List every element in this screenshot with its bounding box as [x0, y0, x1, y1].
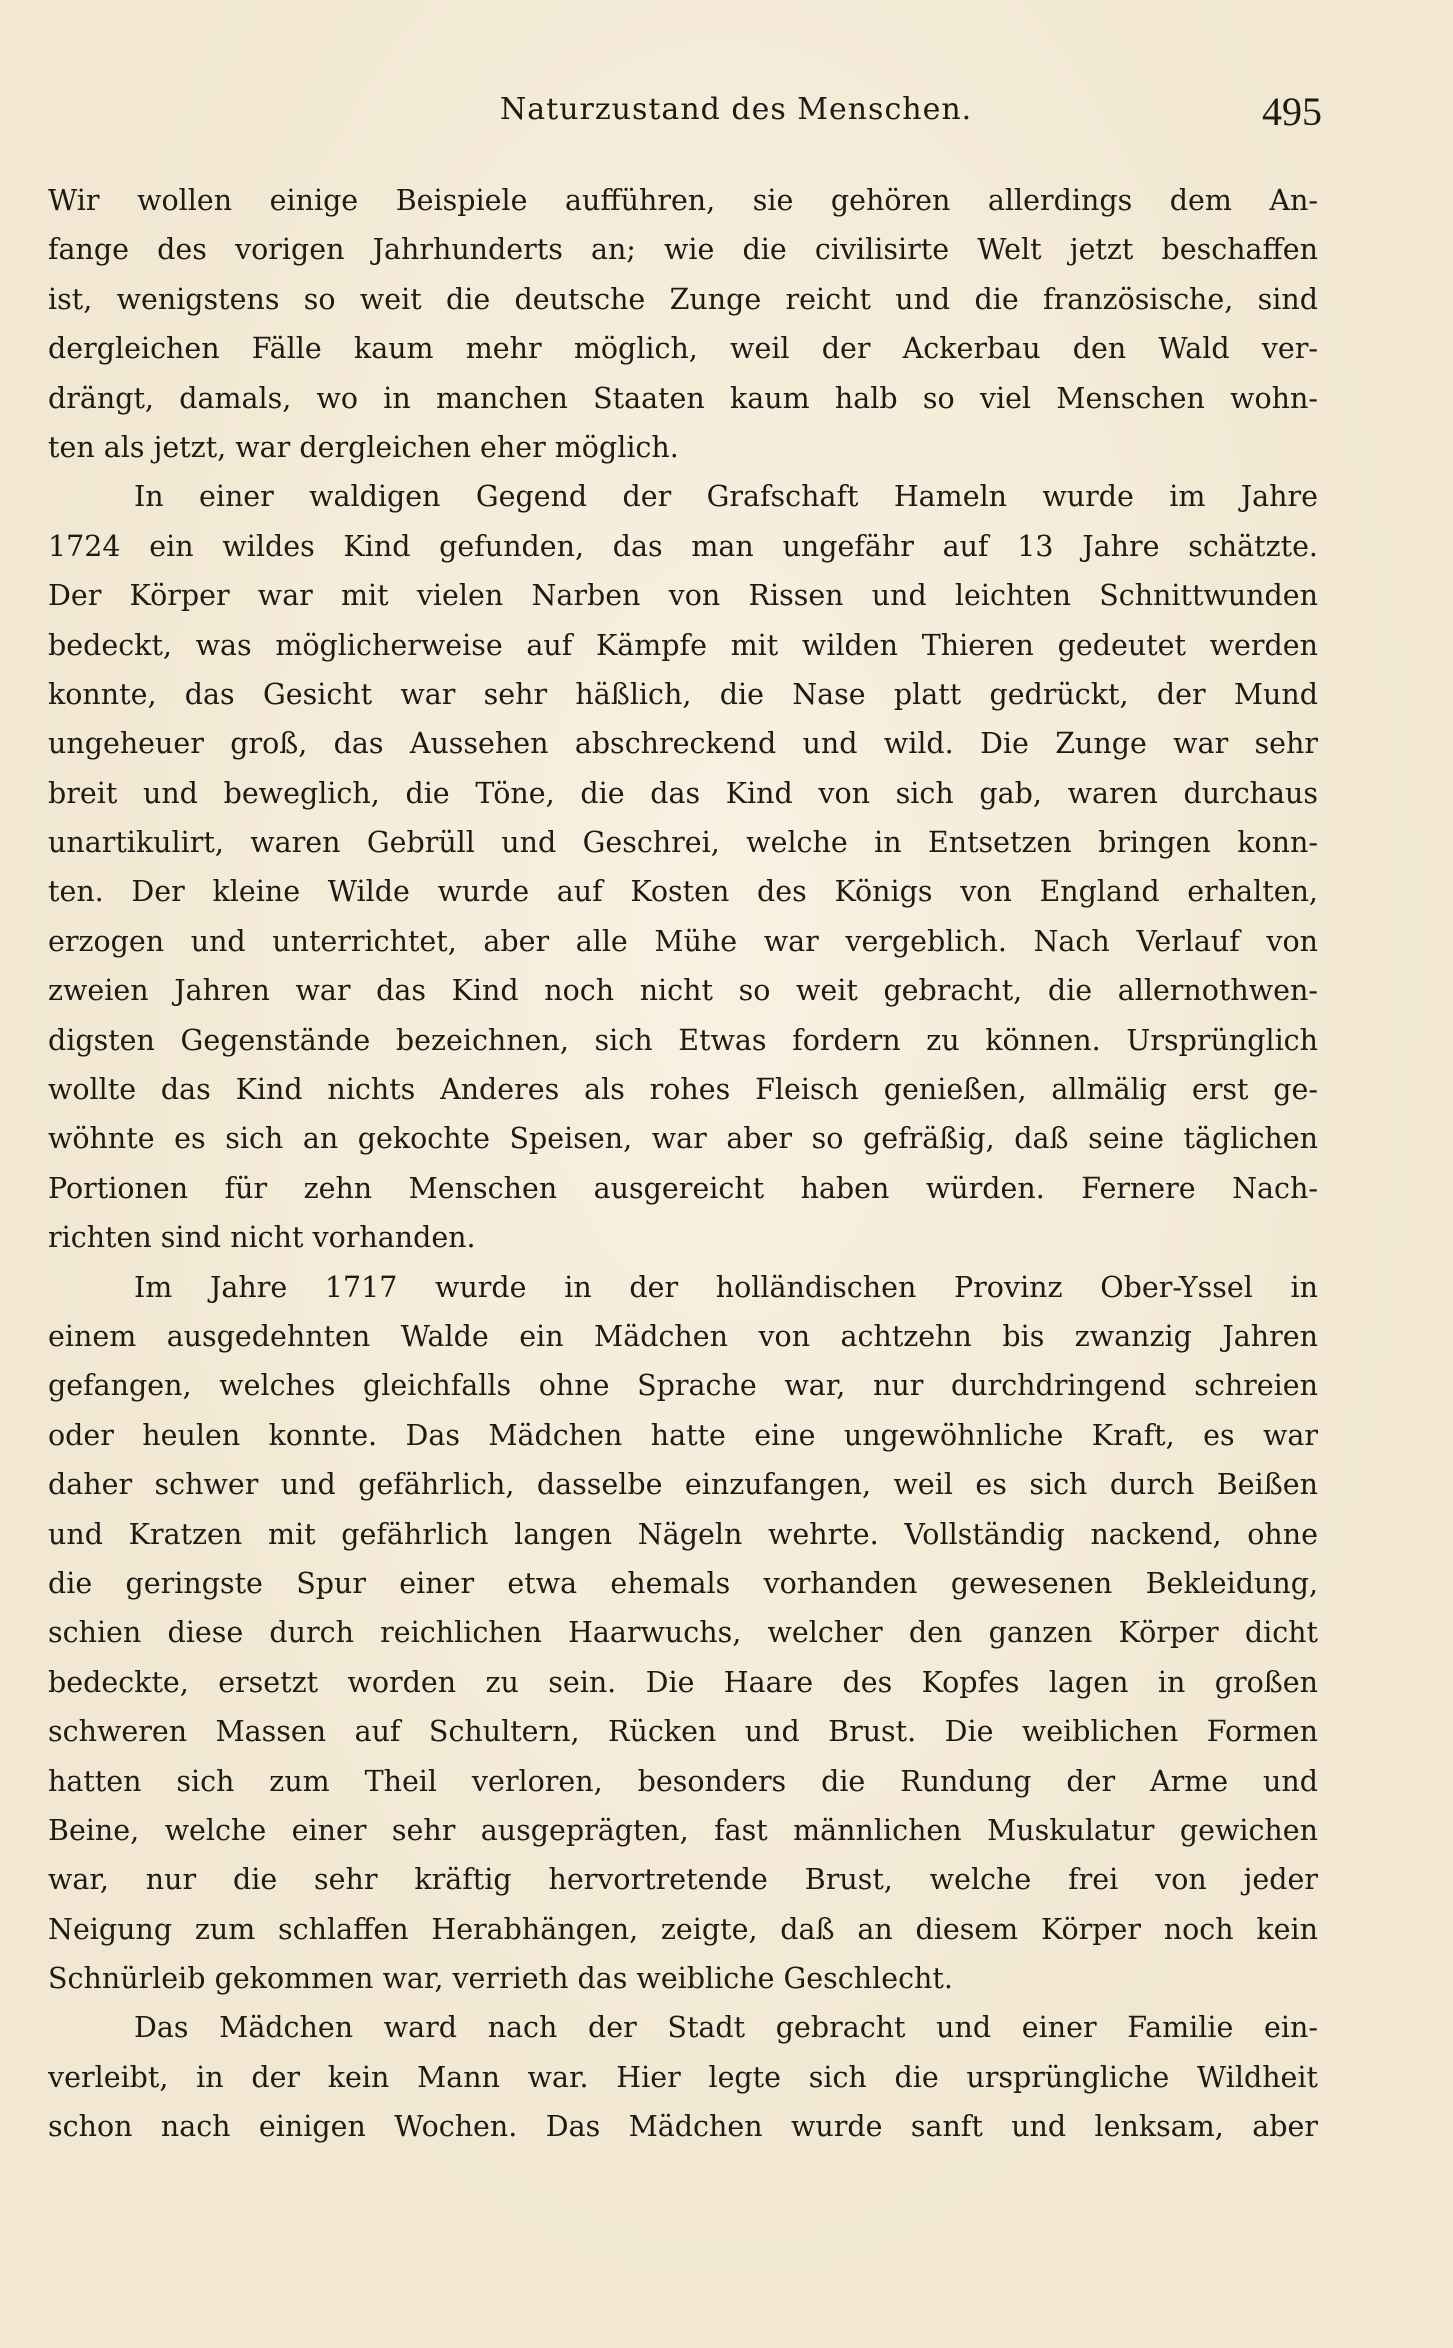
text-line: oder heulen konnte. Das Mädchen hatte eine ungewöhnliche Kraft, es war	[48, 1418, 1318, 1452]
text-line: Portionen für zehn Menschen ausgereicht haben würden. Fernere Nach-	[48, 1171, 1318, 1205]
text-line: bedeckte, ersetzt worden zu sein. Die Haare des Kopfes lagen in großen	[48, 1665, 1318, 1699]
text-line: drängt, damals, wo in manchen Staaten kaum halb so viel Menschen wohn-	[48, 381, 1318, 415]
text-line: gefangen, welches gleichfalls ohne Sprache war, nur durchdringend schreien	[48, 1369, 1318, 1403]
text-line: wollte das Kind nichts Anderes als rohes Fleisch genießen, allmälig erst ge-	[48, 1073, 1318, 1107]
text-line: ten als jetzt, war dergleichen eher möglich.	[48, 430, 679, 464]
body-text	[48, 176, 1318, 2152]
text-line: bedeckt, was möglicherweise auf Kämpfe mit wilden Thieren gedeutet werden	[48, 628, 1318, 662]
running-title: Naturzustand des Menschen.	[500, 92, 973, 127]
text-line: und Kratzen mit gefährlich langen Nägeln wehrte. Vollständig nackend, ohne	[48, 1517, 1318, 1551]
text-line: Beine, welche einer sehr ausgeprägten, fast männlichen Muskulatur gewichen	[48, 1813, 1318, 1847]
text-line: unartikulirt, waren Gebrüll und Geschrei, welche in Entsetzen bringen konn-	[48, 826, 1318, 860]
page-header	[60, 89, 1322, 142]
text-line: zweien Jahren war das Kind noch nicht so weit gebracht, die allernothwen-	[48, 974, 1318, 1008]
text-line: wöhnte es sich an gekochte Speisen, war aber so gefräßig, daß seine täglichen	[48, 1122, 1318, 1156]
text-line: digsten Gegenstände bezeichnen, sich Etwas fordern zu können. Ursprünglich	[48, 1023, 1318, 1057]
text-line: richten sind nicht vorhanden.	[48, 1221, 476, 1255]
text-line: Im Jahre 1717 wurde in der holländischen Provinz Ober-Yssel in	[134, 1270, 1318, 1304]
text-line: Neigung zum schlaffen Herabhängen, zeigte, daß an diesem Körper noch kein	[48, 1912, 1318, 1946]
text-line: ungeheuer groß, das Aussehen abschreckend und wild. Die Zunge war sehr	[48, 727, 1318, 761]
text-line: ten. Der kleine Wilde wurde auf Kosten des Königs von England erhalten,	[48, 875, 1318, 909]
text-line: schien diese durch reichlichen Haarwuchs, welcher den ganzen Körper dicht	[48, 1616, 1318, 1650]
text-line: verleibt, in der kein Mann war. Hier legte sich die ursprüngliche Wildheit	[48, 2060, 1318, 2094]
text-line: schweren Massen auf Schultern, Rücken und Brust. Die weiblichen Formen	[48, 1715, 1318, 1749]
text-line: erzogen und unterrichtet, aber alle Mühe war vergeblich. Nach Verlauf von	[48, 924, 1318, 958]
page-number: 495	[1262, 89, 1322, 134]
text-line: Wir wollen einige Beispiele aufführen, sie gehören allerdings dem An-	[48, 184, 1318, 217]
text-line: schon nach einigen Wochen. Das Mädchen wurde sanft und lenksam, aber	[48, 2110, 1318, 2144]
text-line: einem ausgedehnten Walde ein Mädchen von achtzehn bis zwanzig Jahren	[48, 1319, 1318, 1353]
text-line: konnte, das Gesicht war sehr häßlich, die Nase platt gedrückt, der Mund	[48, 677, 1318, 711]
text-line: In einer waldigen Gegend der Grafschaft Hameln wurde im Jahre	[134, 480, 1318, 514]
text-line: 1724 ein wildes Kind gefunden, das man ungefähr auf 13 Jahre schätzte.	[48, 529, 1318, 563]
text-line: Das Mädchen ward nach der Stadt gebracht und einer Familie ein-	[134, 2011, 1318, 2045]
text-line: fange des vorigen Jahrhunderts an; wie die civilisirte Welt jetzt beschaffen	[48, 233, 1318, 267]
text-line: Schnürleib gekommen war, verrieth das weibliche Geschlecht.	[48, 1962, 953, 1996]
text-line: dergleichen Fälle kaum mehr möglich, weil der Ackerbau den Wald ver-	[48, 332, 1318, 366]
text-line: daher schwer und gefährlich, dasselbe einzufangen, weil es sich durch Beißen	[48, 1468, 1318, 1502]
text-line: ist, wenigstens so weit die deutsche Zunge reicht und die französische, sind	[48, 282, 1318, 316]
text-line: breit und beweglich, die Töne, die das Kind von sich gab, waren durchaus	[48, 776, 1318, 810]
text-line: hatten sich zum Theil verloren, besonders die Rundung der Arme und	[48, 1764, 1318, 1798]
text-line: war, nur die sehr kräftig hervortretende Brust, welche frei von jeder	[48, 1863, 1318, 1897]
text-line: Der Körper war mit vielen Narben von Rissen und leichten Schnittwunden	[48, 579, 1318, 613]
text-line: die geringste Spur einer etwa ehemals vorhanden gewesenen Bekleidung,	[48, 1566, 1318, 1600]
